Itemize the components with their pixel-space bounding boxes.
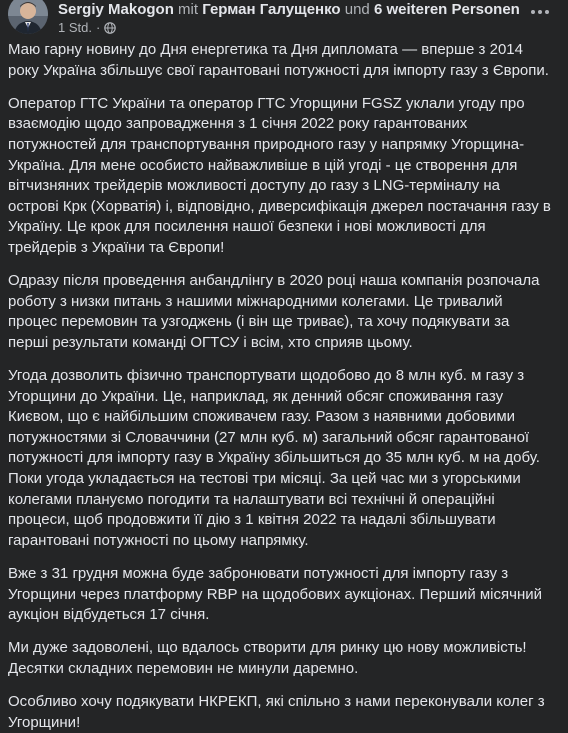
post-paragraph: Ми дуже задоволені, що вдалось створити для ринку цю нову можливість! Десятки складних перемовин не минули даремно. [8, 639, 527, 677]
post-paragraph: Особливо хочу подякувати НКРЕКП, які спільно з нами переконували колег з Угорщини! [8, 693, 545, 731]
avatar-image [8, 0, 48, 34]
post-header [0, 0, 568, 40]
post-attribution [58, 1, 520, 19]
post-timestamp-link[interactable]: 1 Std. [58, 20, 92, 35]
and-text: und [344, 1, 370, 18]
meta-separator: · [95, 20, 101, 35]
globe-icon[interactable] [104, 22, 116, 34]
post-paragraph: Маю гарну новину до Дня енергетика та Дня дипломата — вперше з 2014 року Україна збільшує свої гарантовані потужності для імпорту газу з Європи. [8, 41, 549, 79]
tagged-person-link[interactable]: Герман Галущенко [202, 1, 341, 18]
post-paragraph: Угода дозволить фізично транспортувати щодобово до 8 млн куб. м газу з Угорщини до України. Це, наприклад, як денний обсяг споживання газу Києвом, що є найбільшим споживачем газу. Разом з наявними добовими потужностями зі Словаччини (27 млн куб. м) загальний обсяг гарантованої потужності для імпорту газу в Україну збільшиться до 35 млн куб. м на добу. Поки угода укладається на тестові три місяці. За цей час ми з угорськими колегами плануємо погодити та налаштувати всі технічні й операційні процеси, щоб продовжити її дію з 1 квітня 2022 та надалі збільшувати гарантовані потужності по цьому напрямку. [8, 367, 540, 549]
others-link[interactable]: 6 weiteren Personen [373, 1, 520, 18]
author-name-link[interactable]: Sergiy Makogon [58, 1, 174, 18]
post-paragraph: Вже з 31 грудня можна буде забронювати потужності для імпорту газу з Угорщини через платформу RBP на щодобових аукціонах. Перший місячний аукціон відбудеться 17 січня. [8, 565, 542, 624]
more-options-icon [531, 10, 549, 14]
more-options-button[interactable] [524, 0, 556, 24]
with-text: mit [178, 1, 199, 18]
post-meta [58, 20, 116, 36]
author-avatar[interactable] [8, 0, 48, 34]
post-paragraph: Одразу після проведення анбандлінгу в 2020 році наша компанія розпочала роботу з низки питань з нашими міжнародними колегами. Це тривалий процес перемовин та узгоджень (і він ще триває), та хочу подякувати за перші результати команді ОГТСУ і всім, хто сприяв цьому. [8, 272, 540, 351]
post-paragraph: Оператор ГТС України та оператор ГТС Угорщини FGSZ уклали угоду про взаємодію щодо запровадження з 1 січня 2022 року гарантованих потужностей для транспортування природного газу у напрямку Угорщина-Україна. Для мене особисто найважливіше в цій угоді - це створення для вітчизняних трейдерів можливості доступу до газу з LNG-терміналу на острові Крк (Хорватія) і, відповідно, диверсифікація джерел постачання газу в Україну. Це крок для посилення нашої безпеки і нові можливості для трейдерів з України та Європи! [8, 94, 551, 256]
post-body [0, 40, 568, 733]
